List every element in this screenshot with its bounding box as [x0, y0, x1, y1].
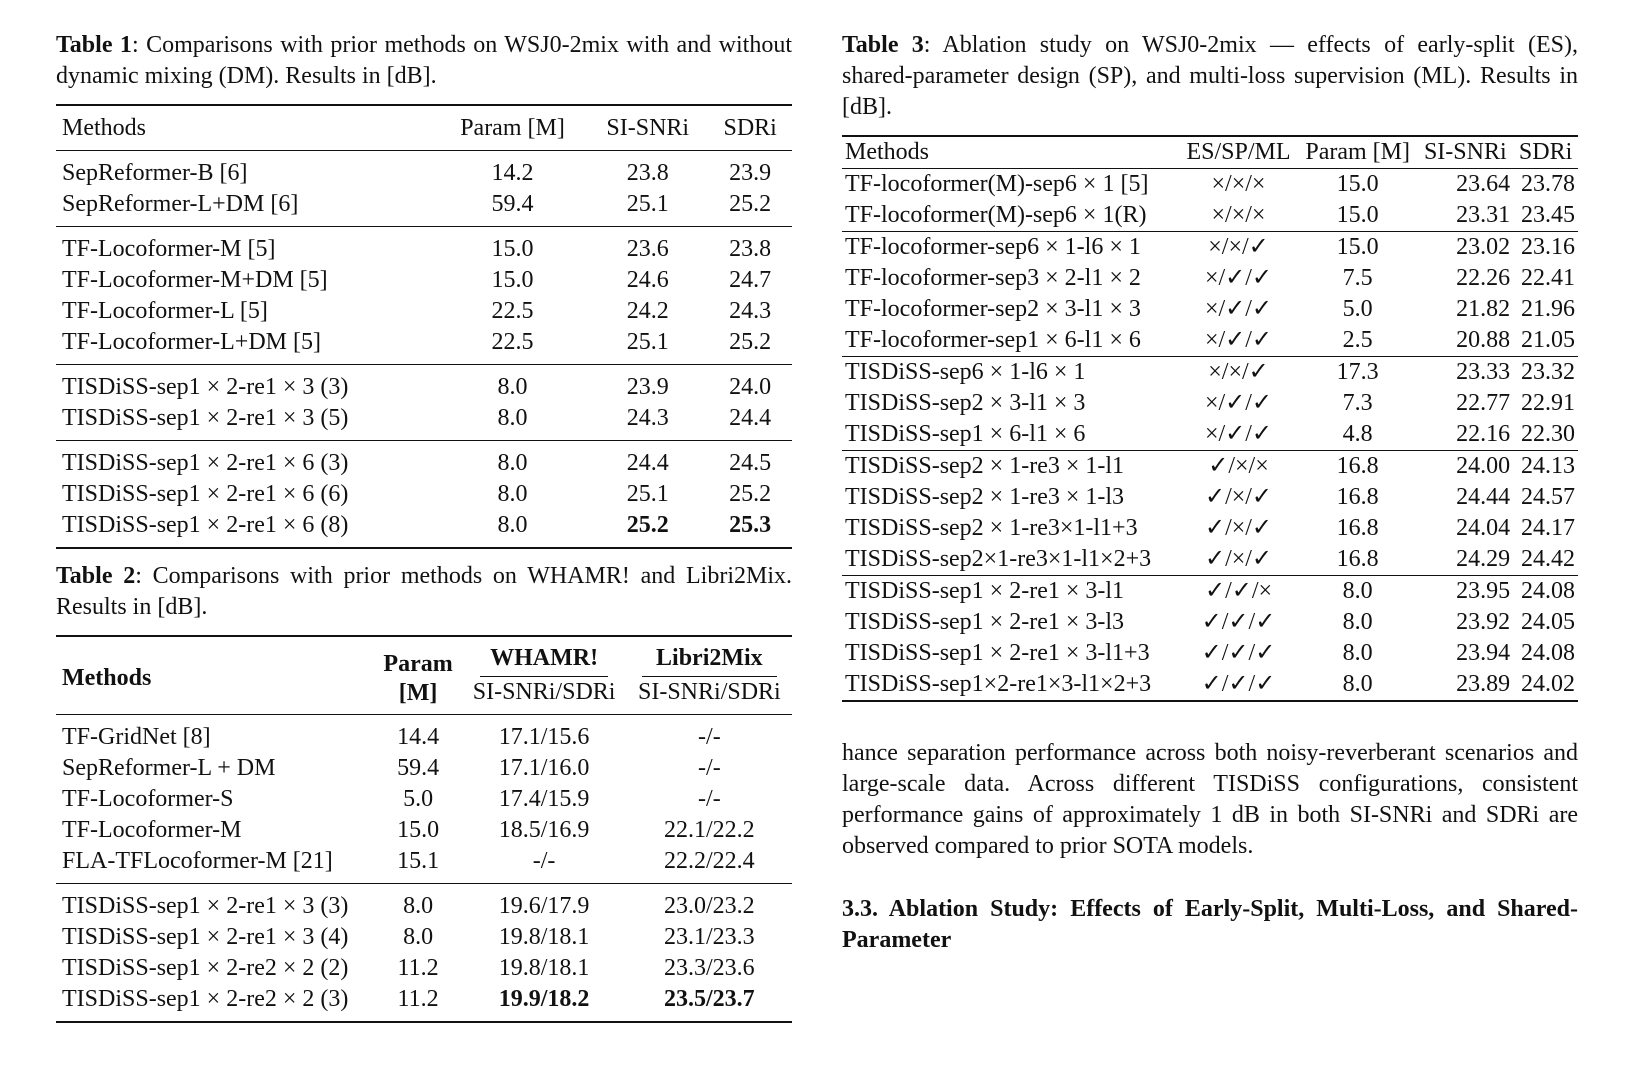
table-cell: 25.1: [626, 191, 669, 217]
table-row: [56, 753, 792, 784]
table3-header-sisnri: SI-SNRi: [1423, 139, 1507, 165]
table-cell: TISDiSS-sep1 × 2-re1 × 3-l3: [845, 609, 1125, 635]
table-cell: ×/✓/✓: [1204, 296, 1273, 322]
table-cell: 24.08: [1521, 578, 1575, 604]
table-cell: TF-locoformer-sep2 × 3-l1 × 3: [845, 296, 1141, 322]
table-cell: 23.9: [729, 160, 772, 186]
right-column: [842, 30, 1578, 956]
table-cell: 19.8/18.1: [498, 924, 590, 950]
table-row: [842, 451, 1578, 483]
table-cell: TF-locoformer(M)-sep6 × 1 [5]: [845, 171, 1149, 197]
table-cell: -/-: [532, 848, 556, 874]
table3-header-sdri: SDRi: [1518, 139, 1573, 165]
table-cell: ✓/×/✓: [1204, 515, 1273, 541]
table-cell: 17.1/15.6: [498, 724, 590, 750]
table-cell: SepReformer-B [6]: [62, 160, 248, 186]
table-cell: 24.02: [1521, 671, 1575, 697]
table3-caption-text: : Ablation study on WSJ0-2mix — effects of early-split (ES), shared-parameter design (SP), and multi-loss supervision (ML). Results in [dB].: [842, 32, 1578, 120]
table2-caption: [56, 561, 792, 623]
table2-header-libri-sub: SI-SNRi/SDRi: [638, 679, 781, 705]
table-cell: TISDiSS-sep1 × 2-re2 × 2 (3): [62, 986, 349, 1012]
table-row: [842, 607, 1578, 638]
table-row: [56, 815, 792, 846]
table-cell: 25.2: [729, 481, 772, 507]
table2-header-whamr-label: WHAMR!: [480, 643, 608, 677]
table2-caption-label: Table 2: [56, 563, 136, 589]
table-row: [842, 482, 1578, 513]
table-row: [56, 189, 792, 227]
table-cell: ×/✓/✓: [1204, 390, 1273, 416]
table1-caption: [56, 30, 792, 92]
table-cell: 25.2: [729, 329, 772, 355]
table-row: [56, 479, 792, 510]
table-cell: 24.7: [729, 267, 772, 293]
table-cell: 24.2: [626, 298, 669, 324]
table-cell: ×/×/×: [1211, 202, 1266, 228]
table-cell: 22.5: [491, 329, 534, 355]
table-cell: ✓/×/×: [1208, 453, 1269, 479]
table-cell: 15.0: [1336, 171, 1379, 197]
table-row: [56, 984, 792, 1022]
table-cell: TF-Locoformer-M [5]: [62, 236, 276, 262]
table-cell: TF-locoformer-sep6 × 1-l6 × 1: [845, 234, 1141, 260]
table-row: [56, 715, 792, 754]
table-cell: 24.57: [1521, 484, 1575, 510]
table-cell: 23.95: [1456, 578, 1511, 604]
table-cell: 25.2: [729, 191, 772, 217]
table-cell: ✓/×/✓: [1204, 546, 1273, 572]
table-row: [56, 265, 792, 296]
table-cell: ✓/✓/✓: [1201, 671, 1276, 697]
table-cell: 19.8/18.1: [498, 955, 590, 981]
left-column: [56, 30, 792, 1023]
table-cell: 23.6: [626, 236, 669, 262]
table-cell: TF-Locoformer-S: [62, 786, 234, 812]
table-cell: 24.04: [1456, 515, 1511, 541]
table-cell: TISDiSS-sep2×1-re3×1-l1×2+3: [845, 546, 1152, 572]
table-cell: 24.4: [626, 450, 669, 476]
table-row: [56, 953, 792, 984]
table-cell: 14.2: [491, 160, 534, 186]
table-cell: 23.8: [729, 236, 772, 262]
table-cell: SepReformer-L+DM [6]: [62, 191, 299, 217]
table3-header-param: Param [M]: [1305, 139, 1410, 165]
table-cell: TISDiSS-sep1 × 2-re1 × 6 (8): [62, 512, 349, 538]
table-cell: 11.2: [397, 955, 439, 981]
table-cell: TF-Locoformer-M: [62, 817, 242, 843]
table-cell: TISDiSS-sep1 × 2-re1 × 3 (3): [62, 374, 349, 400]
table-cell: 24.4: [729, 405, 772, 431]
table-cell: 24.0: [729, 374, 772, 400]
table-cell: 25.1: [626, 329, 669, 355]
table-row: [842, 263, 1578, 294]
table2-header-whamr: [461, 636, 626, 677]
table-cell: 17.4/15.9: [498, 786, 590, 812]
table2-header-param: [375, 636, 462, 715]
table-cell-best: 19.9/18.2: [498, 986, 590, 1012]
table-cell: 23.45: [1521, 202, 1575, 228]
table-cell: TF-Locoformer-L [5]: [62, 298, 268, 324]
table-cell: 8.0: [497, 405, 528, 431]
table-cell: 23.3/23.6: [664, 955, 755, 981]
table-cell: 8.0: [497, 481, 528, 507]
table-cell: 25.1: [626, 481, 669, 507]
table-cell: 24.05: [1521, 609, 1575, 635]
table-cell: 22.1/22.2: [664, 817, 755, 843]
table-row: [842, 388, 1578, 419]
table-cell: 5.0: [1342, 296, 1373, 322]
table-cell: 21.05: [1521, 327, 1575, 353]
table3: [842, 135, 1578, 702]
table-cell: 22.77: [1456, 390, 1511, 416]
table-cell-best: 25.2: [626, 512, 669, 538]
table-cell: 15.0: [491, 267, 534, 293]
table-cell: TISDiSS-sep1 × 2-re1 × 6 (3): [62, 450, 349, 476]
table-cell: ✓/✓/×: [1204, 578, 1273, 604]
table-cell: 24.5: [729, 450, 772, 476]
table-row: [842, 169, 1578, 201]
table-cell: TISDiSS-sep6 × 1-l6 × 1: [845, 359, 1086, 385]
table-row: [56, 227, 792, 266]
table-cell: TF-Locoformer-M+DM [5]: [62, 267, 328, 293]
table-cell-best: 25.3: [729, 512, 772, 538]
table-cell: 22.2/22.4: [664, 848, 755, 874]
table-cell-best: 23.5/23.7: [664, 986, 755, 1012]
section-heading: 3.3. Ablation Study: Effects of Early-Split, Multi-Loss, and Shared-Parameter: [842, 896, 1578, 953]
table-cell: 7.3: [1342, 390, 1373, 416]
table-cell: 22.26: [1456, 265, 1511, 291]
table-cell: SepReformer-L + DM: [62, 755, 276, 781]
table2-header-whamr-sub: SI-SNRi/SDRi: [472, 679, 616, 705]
table-cell: 23.33: [1456, 359, 1511, 385]
table-cell: 2.5: [1342, 327, 1373, 353]
table2: [56, 635, 792, 1023]
table-row: [56, 365, 792, 404]
table-cell: 4.8: [1342, 421, 1373, 447]
table-cell: 24.17: [1521, 515, 1575, 541]
table-row: [842, 513, 1578, 544]
table-row: [842, 325, 1578, 357]
table-cell: 24.44: [1456, 484, 1511, 510]
table-cell: TISDiSS-sep2 × 1-re3 × 1-l1: [845, 453, 1125, 479]
table1-header-sisnri: SI-SNRi: [606, 115, 690, 141]
table-cell: 5.0: [403, 786, 434, 812]
body-paragraph: hance separation performance across both noisy-reverberant scenarios and large-scale data. Across different TISDiSS configurations, consistent performance gains of approximately 1 dB in both SI-SNRi and SDRi are observed compared to prior SOTA models.: [842, 740, 1578, 859]
table-cell: 23.16: [1521, 234, 1575, 260]
table1-header-param: Param [M]: [460, 115, 565, 141]
table-cell: TISDiSS-sep1 × 2-re1 × 3-l1: [845, 578, 1125, 604]
table-row: [56, 510, 792, 548]
table-cell: TISDiSS-sep1 × 2-re1 × 3 (4): [62, 924, 349, 950]
table-cell: 23.8: [626, 160, 669, 186]
table3-caption-label: Table 3: [842, 32, 924, 58]
table-cell: FLA-TFLocoformer-M [21]: [62, 848, 333, 874]
table-cell: 15.0: [397, 817, 440, 843]
table-cell: 19.6/17.9: [498, 893, 590, 919]
table-cell: 17.3: [1336, 359, 1379, 385]
table-row: [56, 441, 792, 480]
table-cell: TISDiSS-sep1 × 2-re2 × 2 (2): [62, 955, 349, 981]
table-row: [842, 232, 1578, 264]
table-cell: 59.4: [397, 755, 440, 781]
table-cell: 18.5/16.9: [498, 817, 590, 843]
table-cell: 23.31: [1456, 202, 1511, 228]
table-cell: 23.94: [1456, 640, 1511, 666]
table-cell: ×/×/✓: [1208, 359, 1269, 385]
table-cell: 24.42: [1521, 546, 1575, 572]
table-cell: 24.6: [626, 267, 669, 293]
table-row: [842, 576, 1578, 608]
table1-header-sdri: SDRi: [723, 115, 777, 141]
table-cell: TF-locoformer(M)-sep6 × 1(R): [845, 202, 1147, 228]
table-cell: 21.82: [1456, 296, 1511, 322]
table-row: [56, 327, 792, 365]
table-row: [56, 922, 792, 953]
table-cell: ×/✓/✓: [1204, 327, 1273, 353]
table-cell: 16.8: [1336, 484, 1379, 510]
table-cell: 23.92: [1456, 609, 1511, 635]
table-cell: 24.08: [1521, 640, 1575, 666]
table-row: [842, 419, 1578, 451]
table-cell: 22.41: [1521, 265, 1575, 291]
table-cell: 8.0: [1342, 671, 1373, 697]
table2-header-methods: Methods: [62, 665, 152, 691]
table-cell: 8.0: [497, 450, 528, 476]
table-cell: 23.02: [1456, 234, 1511, 260]
table-cell: TF-GridNet [8]: [62, 724, 211, 750]
table-cell: TISDiSS-sep1 × 2-re1 × 3-l1+3: [845, 640, 1150, 666]
table-cell: 7.5: [1342, 265, 1373, 291]
table-cell: 8.0: [1342, 640, 1373, 666]
table-cell: 24.3: [729, 298, 772, 324]
table-cell: 11.2: [397, 986, 439, 1012]
table2-header-libri: [627, 636, 792, 677]
table-row: [56, 884, 792, 923]
table1-caption-text: : Comparisons with prior methods on WSJ0-2mix with and without dynamic mixing (DM). Results in [dB].: [56, 32, 792, 89]
table-cell: 22.5: [491, 298, 534, 324]
table-cell: 16.8: [1336, 546, 1379, 572]
table-row: [56, 403, 792, 441]
table-cell: ✓/✓/✓: [1201, 640, 1276, 666]
table-cell: 8.0: [497, 374, 528, 400]
table-cell: 23.32: [1521, 359, 1575, 385]
table-cell: 8.0: [497, 512, 528, 538]
table-cell: -/-: [698, 786, 721, 812]
table2-caption-text: : Comparisons with prior methods on WHAMR! and Libri2Mix. Results in [dB].: [56, 563, 792, 620]
table-cell: 23.1/23.3: [664, 924, 755, 950]
table-cell: 8.0: [403, 893, 434, 919]
table3-header-methods: Methods: [845, 139, 929, 165]
table-row: [842, 638, 1578, 669]
table-cell: 23.9: [626, 374, 669, 400]
table-cell: 23.78: [1521, 171, 1575, 197]
table-cell: 24.29: [1456, 546, 1511, 572]
table-cell: 20.88: [1456, 327, 1511, 353]
table-cell: TF-Locoformer-L+DM [5]: [62, 329, 321, 355]
table-cell: TISDiSS-sep1 × 2-re1 × 3 (3): [62, 893, 349, 919]
table-cell: TISDiSS-sep2 × 3-l1 × 3: [845, 390, 1086, 416]
table1-caption-label: Table 1: [56, 32, 132, 58]
table1-header-methods: Methods: [62, 115, 146, 141]
table-cell: 23.89: [1456, 671, 1511, 697]
table-row: [842, 200, 1578, 232]
table-cell: 17.1/16.0: [498, 755, 590, 781]
table2-header-libri-label: Libri2Mix: [642, 643, 777, 677]
table-cell: 15.0: [1336, 234, 1379, 260]
table-cell: TISDiSS-sep1×2-re1×3-l1×2+3: [845, 671, 1152, 697]
table-cell: 24.00: [1456, 453, 1511, 479]
table-cell: 14.4: [397, 724, 440, 750]
table-cell: ✓/×/✓: [1204, 484, 1273, 510]
table-cell: 15.0: [1336, 202, 1379, 228]
table-cell: -/-: [698, 755, 721, 781]
table-cell: 8.0: [403, 924, 434, 950]
table-cell: 21.96: [1521, 296, 1575, 322]
table1: [56, 104, 792, 549]
table-row: [56, 846, 792, 884]
table-row: [842, 544, 1578, 576]
table-cell: TISDiSS-sep1 × 2-re1 × 3 (5): [62, 405, 349, 431]
table-row: [56, 151, 792, 190]
table-cell: 8.0: [1342, 609, 1373, 635]
table-cell: 23.0/23.2: [664, 893, 755, 919]
table2-header-param-line2: [M]: [398, 679, 438, 706]
table-cell: TF-locoformer-sep1 × 6-l1 × 6: [845, 327, 1141, 353]
table-cell: 23.64: [1456, 171, 1511, 197]
table-cell: TISDiSS-sep2 × 1-re3×1-l1+3: [845, 515, 1138, 541]
table3-header-es-sp-ml: ES/SP/ML: [1186, 139, 1291, 165]
table-cell: TISDiSS-sep2 × 1-re3 × 1-l3: [845, 484, 1125, 510]
table-cell: TISDiSS-sep1 × 2-re1 × 6 (6): [62, 481, 349, 507]
table-row: [842, 669, 1578, 701]
table-cell: ×/✓/✓: [1204, 421, 1273, 447]
table-cell: ✓/✓/✓: [1201, 609, 1276, 635]
table-cell: TF-locoformer-sep3 × 2-l1 × 2: [845, 265, 1141, 291]
table2-header-param-line1: Param: [383, 650, 453, 677]
table-cell: 22.30: [1521, 421, 1575, 447]
table-cell: 8.0: [1342, 578, 1373, 604]
table-row: [842, 357, 1578, 389]
table-cell: 15.1: [397, 848, 440, 874]
table-cell: 59.4: [491, 191, 534, 217]
table-cell: TISDiSS-sep1 × 6-l1 × 6: [845, 421, 1086, 447]
table-cell: -/-: [698, 724, 721, 750]
table-row: [56, 296, 792, 327]
table-cell: ×/×/×: [1211, 171, 1266, 197]
table3-caption: [842, 30, 1578, 123]
table-cell: 24.3: [626, 405, 669, 431]
table-cell: 22.16: [1456, 421, 1511, 447]
table-cell: 24.13: [1521, 453, 1575, 479]
table-cell: 16.8: [1336, 453, 1379, 479]
table-cell: 16.8: [1336, 515, 1379, 541]
table-cell: ×/✓/✓: [1204, 265, 1273, 291]
table-cell: ×/×/✓: [1208, 234, 1269, 260]
table-cell: 15.0: [491, 236, 534, 262]
table-row: [56, 784, 792, 815]
table-row: [842, 294, 1578, 325]
table-cell: 22.91: [1521, 390, 1575, 416]
